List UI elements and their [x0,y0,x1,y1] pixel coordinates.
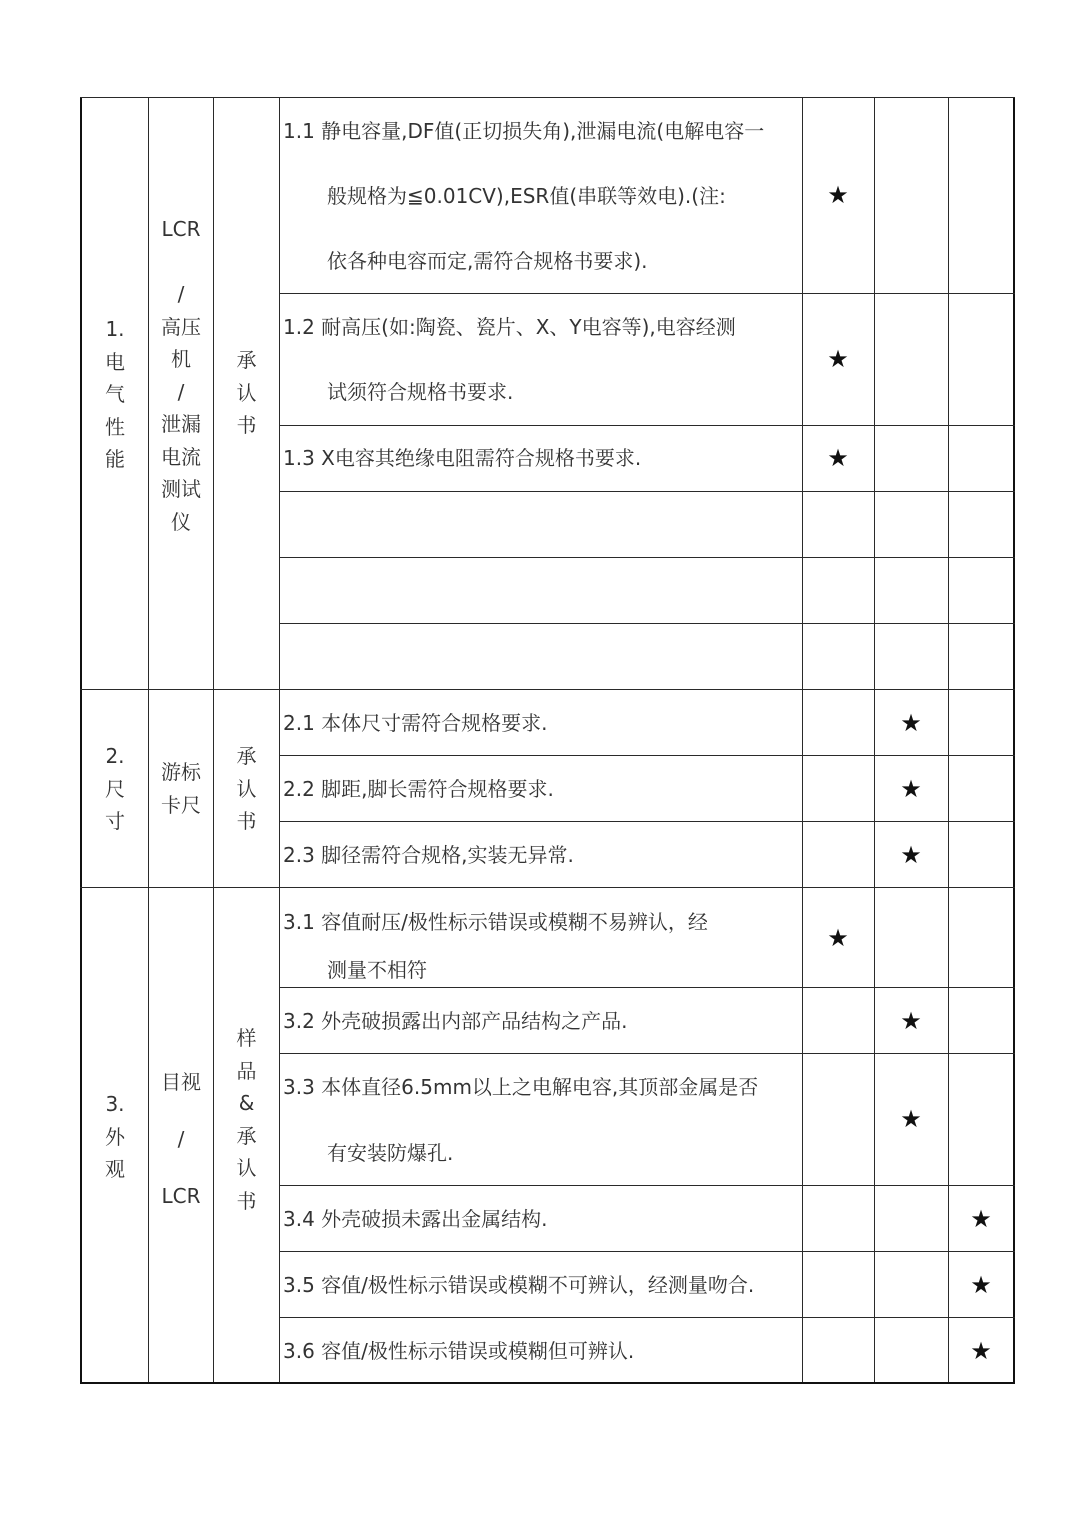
section-3-item: 3. 外 观 [105,1092,125,1181]
star-icon: ★ [900,709,922,737]
row-3-1-line-1: 3.1 容值耐压/极性标示错误或模糊不易辨认，经 [283,910,708,934]
section-divider [80,689,1015,690]
row-2-2-line-1: 2.2 脚距,脚长需符合规格要求. [283,777,554,801]
row-divider [279,1251,1015,1252]
row-divider [279,821,1015,822]
row-divider [279,1317,1015,1318]
section-2-tool: 游标 卡尺 [161,760,201,817]
star-icon: ★ [970,1271,992,1299]
star-icon: ★ [827,181,849,209]
section-2-basis: 承 认 书 [236,744,257,833]
row-3-5-line-1: 3.5 容值/极性标示错误或模糊不可辨认，经测量吻合. [283,1273,755,1297]
star-icon: ★ [827,444,849,472]
row-divider [279,1053,1015,1054]
row-divider [279,491,1015,492]
row-divider [279,987,1015,988]
row-1-1-line-1: 1.1 静电容量,DF值(正切损失角),泄漏电流(电解电容一 [283,119,765,143]
row-divider [279,425,1015,426]
star-icon: ★ [970,1337,992,1365]
table-border-right [1013,97,1015,1383]
section-3-basis: 样 品 & 承 认 书 [236,1026,257,1213]
row-divider [279,557,1015,558]
row-1-2-line-2: 试须符合规格书要求. [327,380,514,404]
star-icon: ★ [900,1105,922,1133]
column-divider [279,97,280,1383]
row-1-1-line-3: 依各种电容而定,需符合规格书要求). [327,249,648,273]
row-divider [279,623,1015,624]
star-icon: ★ [900,841,922,869]
table-border-top [80,97,1015,98]
row-3-4-line-1: 3.4 外壳破损未露出金属结构. [283,1207,548,1231]
section-3-tool: 目视 / LCR [161,1070,201,1208]
star-icon: ★ [900,775,922,803]
row-3-1-line-2: 测量不相符 [327,958,427,982]
section-divider [80,887,1015,888]
row-3-2-line-1: 3.2 外壳破损露出内部产品结构之产品. [283,1009,628,1033]
row-1-3-line-1: 1.3 X电容其绝缘电阻需符合规格书要求. [283,446,642,470]
section-2-item: 2. 尺 寸 [105,744,125,833]
table-border-bottom [80,1382,1015,1384]
column-divider [948,97,949,1383]
row-2-1-line-1: 2.1 本体尺寸需符合规格要求. [283,711,548,735]
row-3-3-line-1: 3.3 本体直径6.5mm以上之电解电容,其顶部金属是否 [283,1075,759,1099]
star-icon: ★ [827,924,849,952]
row-2-3-line-1: 2.3 脚径需符合规格,实装无异常. [283,843,574,867]
row-1-2-line-1: 1.2 耐高压(如:陶瓷、瓷片、X、Y电容等),电容经测 [283,315,736,339]
row-3-6-line-1: 3.6 容值/极性标示错误或模糊但可辨认. [283,1339,635,1363]
row-3-3-line-2: 有安装防爆孔. [327,1141,454,1165]
column-divider [874,97,875,1383]
row-1-1-line-2: 般规格为≦0.01CV),ESR值(串联等效电).(注: [327,184,726,208]
star-icon: ★ [970,1205,992,1233]
row-divider [279,755,1015,756]
section-1-tool: LCR / 高压 机 / 泄漏 电流 测试 仪 [161,217,201,534]
section-1-basis: 承 认 书 [236,348,257,437]
section-1-item: 1. 电 气 性 能 [105,317,125,471]
column-divider [802,97,803,1383]
row-divider [279,293,1015,294]
star-icon: ★ [827,345,849,373]
row-divider [279,1185,1015,1186]
star-icon: ★ [900,1007,922,1035]
